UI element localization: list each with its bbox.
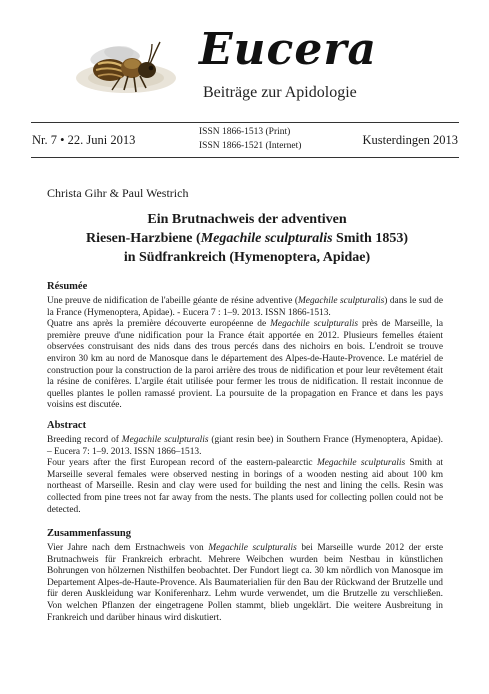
bee-logo-icon	[72, 34, 180, 100]
article-title	[47, 210, 447, 267]
resumee-body: Quatre ans après la première découverte européenne de Megachile sculpturalis près de Marseille, la première preuve d'une nidification pour la France était apportée en 2012. Plusieurs femelles étaient observées construisant des nids dans des trous percés dans des nichoirs en bois. L'endroit se trouve environ 30 km au nord de Manosque dans le département des Alpes-de-Haute-Provence. Le matériel de construction pour la construction de la paroi arrière des trous de nidification et pour leur revêtement était la résine de conifères. L'argile était utilisée pour fermer les trous de nidification. Il restait inconnue de quelles plantes le pollen ramassé provient. La poursuite de la propagation en France et dans les pays voisins est discutée.	[47, 319, 444, 411]
zusammenfassung-section	[47, 528, 443, 624]
masthead-rule-bottom	[31, 157, 459, 158]
issn-block	[199, 125, 301, 153]
masthead-rule-top	[31, 122, 459, 123]
resumee-section	[47, 281, 443, 412]
issn-print: ISSN 1866-1513 (Print)	[199, 127, 291, 137]
abstract-body: Four years after the first European record of the eastern-palearctic Megachile sculpturalis Smith at Marseille several females were observed nesting in borings of a wooden nesting aid about 100 km northeast of Marseille. Resin and clay were used for building the nest and lining the cells. Resin was collected from pine trees not far away from the nests. The plants used for collecting pollen could not be detected.	[47, 458, 444, 515]
zusammenfassung-heading: Zusammenfassung	[47, 528, 132, 539]
abstract-citation: Breeding record of Megachile sculpturalis (giant resin bee) in Southern France (Hymenoptera, Apidae). – Eucera 7: 1–9. 2013. ISSN 1866–1513.	[47, 435, 443, 457]
issn-internet: ISSN 1866-1521 (Internet)	[199, 141, 302, 151]
resumee-citation: Une preuve de nidification de l'abeille géante de résine adventive (Megachile sculpturalis) dans le sud de la France (Hymenoptera, Apidae). - Eucera 7 : 1–9. 2013. ISSN 1866-1513.	[47, 296, 443, 318]
journal-title: Eucera	[199, 24, 378, 75]
journal-subtitle: Beiträge zur Apidologie	[203, 84, 357, 101]
issue-number-date: Nr. 7 • 22. Juni 2013	[32, 133, 136, 147]
article-title-line-3: in Südfrankreich (Hymenoptera, Apidae)	[123, 250, 371, 265]
article-title-line-1: Ein Brutnachweis der adventiven	[147, 212, 347, 227]
zusammenfassung-body: Vier Jahre nach dem Erstnachweis von Megachile sculpturalis bei Marseille wurde 2012 der erste Brutnachweis für Frankreich erbracht. Mehrere Weibchen wurden beim Nestbau in künstlichen Bohrungen von hölzernen Nisthilfen beobachtet. Der Fundort liegt ca. 30 km nördlich von Manosque im Departement Alpes-de-Haute-Provence. Als Baumaterialien für den Bau der Rückwand der Brutzelle und für deren Auskleidung war Koniferenharz. Lehm wurde verwendet, um die Brutzelle zu verschließen. Von welchen Pflanzen der eingetragene Pollen stammt, blieb ungeklärt. Die weitere Ausbreitung in Frankreich und darüber hinaus wird diskutiert.	[47, 543, 444, 623]
article-title-line-2: Riesen-Harzbiene (Megachile sculpturalis Smith 1853)	[85, 231, 408, 246]
place-year: Kusterdingen 2013	[362, 133, 458, 147]
resumee-heading: Résumée	[47, 281, 88, 292]
abstract-section	[47, 420, 443, 516]
article-authors: Christa Gihr & Paul Westrich	[47, 186, 189, 200]
abstract-heading: Abstract	[47, 420, 87, 431]
